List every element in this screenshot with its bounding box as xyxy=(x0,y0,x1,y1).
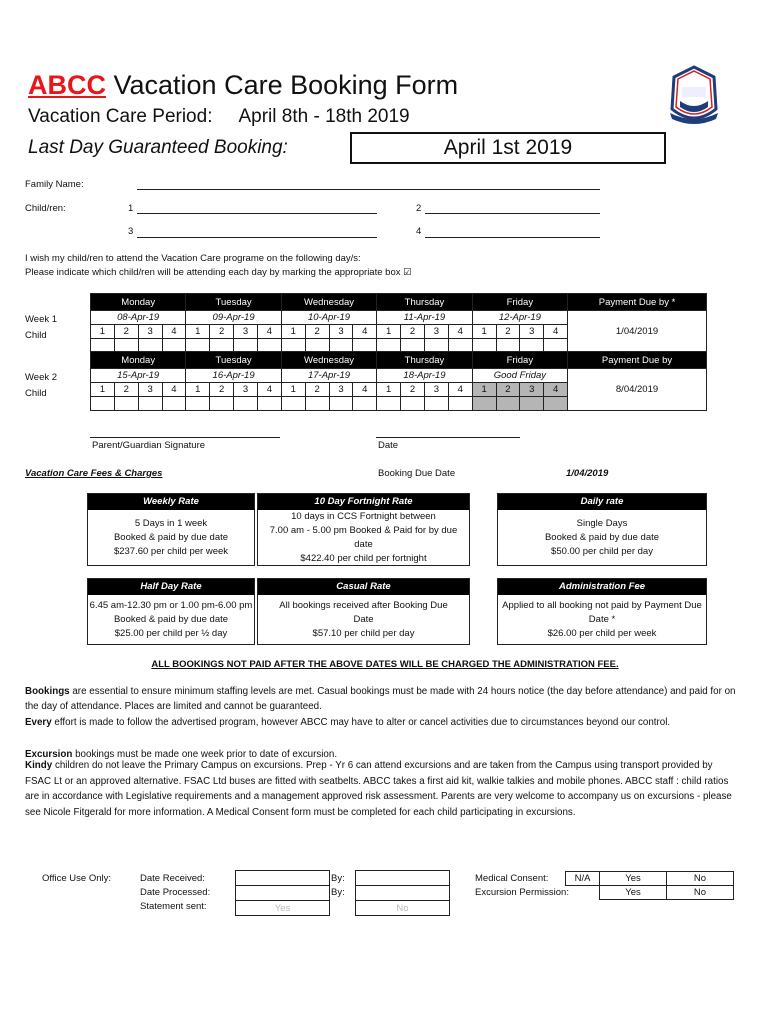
attendance-checkbox[interactable] xyxy=(448,397,472,411)
child-number: 1 xyxy=(281,383,305,397)
payment-due-date: 8/04/2019 xyxy=(568,369,707,411)
child-number: 2 xyxy=(114,383,138,397)
day-header: Wednesday xyxy=(281,352,376,369)
date-label: Date xyxy=(378,440,399,451)
period-label: Vacation Care Period: xyxy=(28,106,213,127)
signature-label: Parent/Guardian Signature xyxy=(92,440,206,451)
day-date: 09-Apr-19 xyxy=(186,311,281,325)
child-number: 1 xyxy=(91,383,115,397)
info-text: bookings must be made one week prior to date of excursion. xyxy=(72,749,338,760)
info-bookings xyxy=(25,684,740,714)
child-number: 2 xyxy=(210,383,234,397)
child-number: 3 xyxy=(234,325,258,339)
child-number: 1 xyxy=(377,325,401,339)
page-title xyxy=(28,70,458,101)
info-every xyxy=(25,715,740,730)
fee-line: $237.60 per child per week xyxy=(113,545,229,557)
day-header: Friday xyxy=(472,352,567,369)
info-text: are essential to ensure minimum staffing levels are met. Casual bookings must be made with 24 hours notice (the day before attendance) and paid for on the day of attendance. Places are limited and cannot be guaranteed. xyxy=(25,686,736,712)
day-header: Thursday xyxy=(377,352,472,369)
child-number: 1 xyxy=(472,325,496,339)
child-number: 1 xyxy=(472,383,496,397)
day-header: Monday xyxy=(91,294,186,311)
day-date: 16-Apr-19 xyxy=(186,369,281,383)
admin-fee-warning: ALL BOOKINGS NOT PAID AFTER THE ABOVE DATES WILL BE CHARGED THE ADMINISTRATION FEE. xyxy=(151,659,619,670)
processed-by-input[interactable] xyxy=(355,885,450,901)
abcc-brand: ABCC xyxy=(28,70,106,100)
period-value: April 8th - 18th 2019 xyxy=(238,106,410,127)
child-number: 4 xyxy=(544,383,568,397)
child-4-num: 4 xyxy=(416,226,422,237)
attendance-checkbox[interactable] xyxy=(186,397,210,411)
fee-box xyxy=(497,578,707,645)
child-number: 4 xyxy=(162,383,186,397)
info-text: Excursion xyxy=(25,749,73,760)
day-date: 15-Apr-19 xyxy=(91,369,186,383)
child-number: 4 xyxy=(257,325,281,339)
statement-no-box[interactable]: No xyxy=(355,900,450,916)
child-1-field[interactable] xyxy=(137,213,377,214)
college-crest-logo xyxy=(668,65,720,129)
child-number: 4 xyxy=(353,325,377,339)
attendance-checkbox xyxy=(520,397,544,411)
child-number: 3 xyxy=(520,383,544,397)
attendance-checkbox[interactable] xyxy=(424,397,448,411)
fee-box xyxy=(257,493,470,566)
booking-due-label: Booking Due Date xyxy=(378,468,456,479)
fee-line: 7.00 am - 5.00 pm Booked & Paid for by due xyxy=(269,524,458,536)
child-number: 2 xyxy=(496,383,520,397)
statement-yes-box[interactable]: Yes xyxy=(235,900,330,916)
child-number: 1 xyxy=(186,383,210,397)
office-use-label: Office Use Only: xyxy=(42,873,111,884)
child-number: 2 xyxy=(401,383,425,397)
child-number: 3 xyxy=(138,383,162,397)
child-number: 2 xyxy=(305,383,329,397)
attendance-checkbox[interactable] xyxy=(162,397,186,411)
child-2-field[interactable] xyxy=(425,213,600,214)
child-number: 1 xyxy=(281,325,305,339)
fee-line: Booked & paid by due date xyxy=(544,531,660,543)
day-header: Thursday xyxy=(377,294,472,311)
date-received-label: Date Received: xyxy=(140,873,205,884)
attendance-checkbox[interactable] xyxy=(234,397,258,411)
child-number: 3 xyxy=(138,325,162,339)
children-label: Child/ren: xyxy=(25,203,66,214)
fee-title: Daily rate xyxy=(498,494,706,510)
fee-title: Weekly Rate xyxy=(88,494,254,510)
child-number: 3 xyxy=(424,383,448,397)
child-number: 3 xyxy=(234,383,258,397)
fee-line: $50.00 per child per day xyxy=(551,545,653,557)
child-4-field[interactable] xyxy=(425,237,600,238)
child-number: 2 xyxy=(305,325,329,339)
fee-line: Booked & paid by due date xyxy=(113,613,229,625)
intro-line-1: I wish my child/ren to attend the Vacation Care programe on the following day/s: xyxy=(25,253,361,264)
child-number: 3 xyxy=(520,325,544,339)
attendance-checkbox[interactable] xyxy=(377,397,401,411)
signature-field[interactable] xyxy=(90,437,280,438)
child-number: 3 xyxy=(329,325,353,339)
child-number: 4 xyxy=(448,325,472,339)
day-date: 10-Apr-19 xyxy=(281,311,376,325)
day-date: Good Friday xyxy=(472,369,567,383)
child-2-num: 2 xyxy=(416,203,422,214)
attendance-checkbox[interactable] xyxy=(401,397,425,411)
payment-due-header: Payment Due by xyxy=(568,352,707,369)
child-number: 1 xyxy=(186,325,210,339)
info-text: effort is made to follow the advertised program, however ABCC may have to alter or cancel activities due to circumstances beyond our control. xyxy=(51,717,671,728)
fee-line: $26.00 per child per week xyxy=(547,627,657,639)
child-row-label: Child xyxy=(25,330,47,341)
week-name: Week 2 xyxy=(25,372,58,383)
attendance-checkbox[interactable] xyxy=(91,397,115,411)
date-processed-input[interactable] xyxy=(235,885,330,901)
attendance-checkbox[interactable] xyxy=(353,397,377,411)
day-header: Tuesday xyxy=(186,294,281,311)
excursion-permission-no[interactable]: No xyxy=(666,885,734,900)
fee-box xyxy=(257,578,470,645)
info-text: Every xyxy=(25,717,52,728)
week-name: Week 1 xyxy=(25,314,58,325)
payment-due-header: Payment Due by * xyxy=(568,294,707,311)
fee-line: 5 Days in 1 week xyxy=(134,517,208,529)
attendance-checkbox[interactable] xyxy=(305,397,329,411)
attendance-checkbox xyxy=(544,397,568,411)
fee-line: Applied to all booking not paid by Payment Due xyxy=(502,599,702,611)
attendance-checkbox[interactable] xyxy=(138,397,162,411)
attendance-checkbox[interactable] xyxy=(210,397,234,411)
excursion-permission-label: Excursion Permission: xyxy=(475,887,569,898)
fee-line: Single Days xyxy=(576,517,628,529)
date-received-input[interactable] xyxy=(235,870,330,886)
by-label-1: By: xyxy=(331,873,345,884)
info-text: Kindy xyxy=(25,760,53,771)
day-date: 12-Apr-19 xyxy=(472,311,567,325)
fee-title: Casual Rate xyxy=(258,579,469,595)
statement-sent-label: Statement sent: xyxy=(140,901,207,912)
day-date: 08-Apr-19 xyxy=(91,311,186,325)
family-name-label: Family Name: xyxy=(25,179,84,190)
fee-box xyxy=(87,493,255,566)
child-number: 3 xyxy=(329,383,353,397)
family-name-field[interactable] xyxy=(137,189,600,190)
day-date: 18-Apr-19 xyxy=(377,369,472,383)
attendance-checkbox[interactable] xyxy=(329,397,353,411)
by-label-2: By: xyxy=(331,887,345,898)
fee-line: 10 days in CCS Fortnight between xyxy=(291,510,436,522)
week-booking-grid xyxy=(90,351,707,411)
last-day-value: April 1st 2019 xyxy=(350,132,666,164)
fee-line: All bookings received after Booking Due xyxy=(279,599,448,611)
attendance-checkbox[interactable] xyxy=(281,397,305,411)
fee-line: $57.10 per child per day xyxy=(312,627,415,639)
vacation-period xyxy=(28,106,410,128)
info-text: children do not leave the Primary Campus on excursions. Prep - Yr 6 can attend excursions and are taken from the Campus using transport provided by FSAC Lt or an approved alternative. FSAC Ltd buses are fitted with seatbelts. ABCC takes a first aid kit, walkie talkies and mobile phones. ABCC staff : child ratios are in accordance with Legislative requirements and a management approved risk assessment. Parents are very welcome to accompany us on excursions - please see Nicole Fitgerald for more information. A Medical Consent form must be completed for each child participating in excursions. xyxy=(25,760,732,818)
child-number: 4 xyxy=(544,325,568,339)
child-number: 4 xyxy=(257,383,281,397)
fee-line: $422.40 per child per fortnight xyxy=(300,552,427,564)
medical-consent-na[interactable]: N/A xyxy=(565,871,600,886)
info-kindy xyxy=(25,758,740,820)
day-header: Wednesday xyxy=(281,294,376,311)
attendance-checkbox xyxy=(472,397,496,411)
intro-line-2: Please indicate which child/ren will be attending each day by marking the appropriate box ☑ xyxy=(25,267,412,278)
child-3-num: 3 xyxy=(128,226,134,237)
last-day-label: Last Day Guaranteed Booking: xyxy=(28,137,288,158)
received-by-input[interactable] xyxy=(355,870,450,886)
date-field[interactable] xyxy=(376,437,520,438)
medical-consent-no[interactable]: No xyxy=(666,871,734,886)
fee-line: Booked & paid by due date xyxy=(113,531,229,543)
excursion-permission-yes[interactable]: Yes xyxy=(599,885,667,900)
child-3-field[interactable] xyxy=(137,237,377,238)
child-number: 1 xyxy=(91,325,115,339)
fee-title: Half Day Rate xyxy=(88,579,254,595)
fee-line: 6.45 am-12.30 pm or 1.00 pm-6.00 pm xyxy=(89,599,253,611)
child-number: 2 xyxy=(401,325,425,339)
fee-title: 10 Day Fortnight Rate xyxy=(258,494,469,510)
attendance-checkbox[interactable] xyxy=(114,397,138,411)
child-number: 2 xyxy=(496,325,520,339)
week-label xyxy=(25,370,57,402)
fee-box xyxy=(87,578,255,645)
day-header: Friday xyxy=(472,294,567,311)
medical-consent-label: Medical Consent: xyxy=(475,873,549,884)
week-booking-grid xyxy=(90,293,707,353)
fee-line: Date xyxy=(353,613,374,625)
child-1-num: 1 xyxy=(128,203,134,214)
title-text: Vacation Care Booking Form xyxy=(106,70,459,100)
week-label xyxy=(25,312,57,344)
child-number: 3 xyxy=(424,325,448,339)
fee-line: Date * xyxy=(588,613,616,625)
child-number: 2 xyxy=(210,325,234,339)
child-number: 4 xyxy=(448,383,472,397)
payment-due-date: 1/04/2019 xyxy=(568,311,707,353)
child-number: 4 xyxy=(162,325,186,339)
attendance-checkbox xyxy=(496,397,520,411)
day-header: Monday xyxy=(91,352,186,369)
date-processed-label: Date Processed: xyxy=(140,887,211,898)
fee-box xyxy=(497,493,707,566)
day-date: 11-Apr-19 xyxy=(377,311,472,325)
fee-line: date xyxy=(354,538,373,550)
fee-line: $25.00 per child per ½ day xyxy=(114,627,228,639)
day-header: Tuesday xyxy=(186,352,281,369)
info-text: Bookings xyxy=(25,686,70,697)
fee-title: Administration Fee xyxy=(498,579,706,595)
day-date: 17-Apr-19 xyxy=(281,369,376,383)
child-number: 2 xyxy=(114,325,138,339)
booking-due-date: 1/04/2019 xyxy=(566,468,609,479)
child-number: 1 xyxy=(377,383,401,397)
child-row-label: Child xyxy=(25,388,47,399)
child-number: 4 xyxy=(353,383,377,397)
attendance-checkbox[interactable] xyxy=(257,397,281,411)
fees-title: Vacation Care Fees & Charges xyxy=(25,468,163,479)
medical-consent-yes[interactable]: Yes xyxy=(599,871,667,886)
